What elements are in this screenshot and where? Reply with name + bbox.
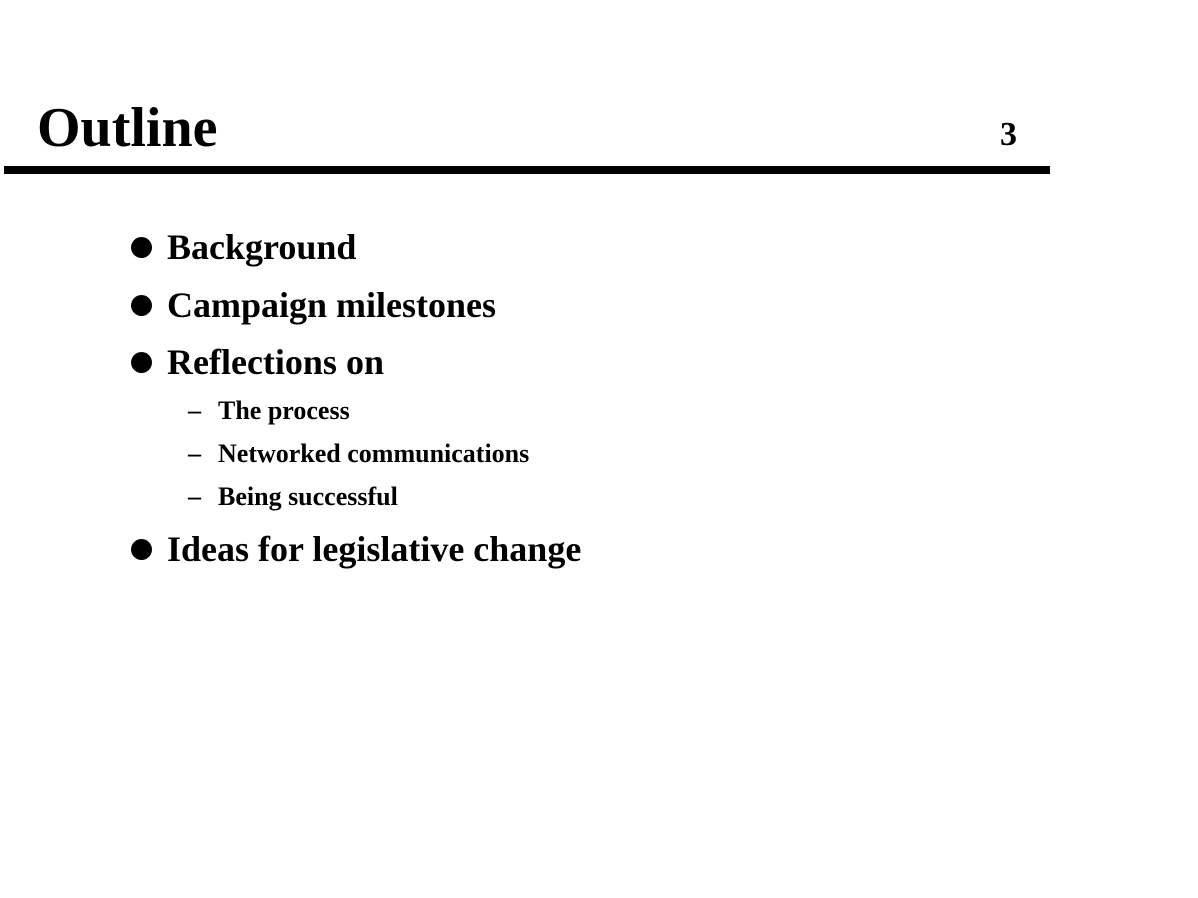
- bullet-text: Reflections on: [167, 342, 384, 382]
- bullet-item-background: [131, 225, 356, 269]
- sub-item-networked-communications: [188, 438, 529, 470]
- title-underline: [4, 166, 1050, 174]
- bullet-item-ideas-for-legislative-change: [131, 527, 581, 571]
- dash-marker: –: [188, 396, 201, 425]
- dash-marker: –: [188, 439, 201, 468]
- sub-item-being-successful: [188, 481, 398, 513]
- bullet-item-reflections-on: [131, 340, 384, 384]
- bullet-text: Background: [167, 227, 357, 267]
- bullet-dot-icon: [131, 539, 152, 560]
- bullet-dot-icon: [131, 295, 152, 316]
- dash-marker: –: [188, 482, 201, 511]
- page-number: 3: [1000, 116, 1017, 153]
- bullet-dot-icon: [131, 352, 152, 373]
- sub-item-text: The process: [218, 396, 350, 425]
- slide-title: Outline: [37, 97, 218, 159]
- bullet-dot-icon: [131, 237, 152, 258]
- bullet-item-campaign-milestones: [131, 283, 496, 327]
- sub-item-text: Being successful: [218, 482, 398, 511]
- sub-item-the-process: [188, 395, 350, 427]
- sub-item-text: Networked communications: [218, 439, 530, 468]
- bullet-text: Campaign milestones: [167, 285, 497, 325]
- bullet-text: Ideas for legislative change: [167, 529, 582, 569]
